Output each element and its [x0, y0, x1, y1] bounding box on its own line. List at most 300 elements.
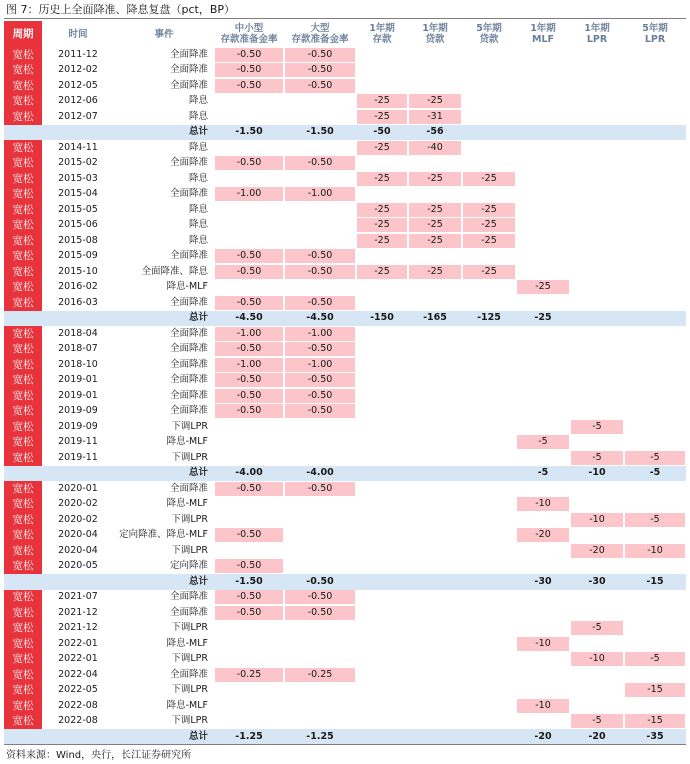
value-cell [462, 636, 516, 652]
event-cell: 降息 [188, 110, 208, 122]
value-cell [516, 450, 570, 466]
value-cell [356, 497, 408, 513]
value-text: -0.50 [215, 404, 283, 418]
value-text [285, 420, 355, 434]
time-cell: 2022-04 [58, 668, 98, 680]
value-text: -5 [625, 451, 685, 465]
value-text [463, 714, 515, 728]
value-text: -0.50 [215, 79, 283, 93]
value-text [409, 590, 461, 604]
value-cell [214, 280, 284, 296]
value-text [357, 280, 407, 294]
value-cell [214, 419, 284, 435]
value-cell [408, 140, 462, 156]
value-cell [462, 156, 516, 172]
value-cell [214, 218, 284, 234]
time-cell: 2011-12 [58, 48, 98, 60]
value-text: -1.00 [215, 358, 283, 372]
value-text [357, 497, 407, 511]
value-text [463, 110, 515, 124]
value-cell [284, 559, 356, 575]
table-row [4, 357, 686, 373]
value-cell [516, 466, 570, 482]
value-cell [214, 435, 284, 451]
value-cell [570, 125, 624, 141]
value-text: -25 [409, 172, 461, 186]
event-cell: 下调LPR [171, 622, 208, 634]
value-cell [516, 233, 570, 249]
value-cell [214, 249, 284, 265]
table-row [4, 512, 686, 528]
value-cell [516, 140, 570, 156]
period-cell [4, 574, 42, 590]
value-cell [516, 543, 570, 559]
time-cell: 2018-04 [58, 327, 98, 339]
period-cell: 宽松 [4, 202, 42, 218]
value-cell [284, 218, 356, 234]
event-cell: 全面降准 [169, 374, 208, 386]
value-text [285, 699, 355, 713]
value-text [571, 296, 623, 310]
value-cell [624, 605, 686, 621]
value-cell [462, 512, 516, 528]
value-cell [570, 233, 624, 249]
value-text [285, 497, 355, 511]
value-cell [214, 140, 284, 156]
value-text [463, 482, 515, 496]
value-cell [214, 714, 284, 730]
value-cell [462, 171, 516, 187]
value-text: -20 [534, 730, 552, 742]
value-cell [408, 311, 462, 327]
bottom-divider [4, 744, 686, 745]
value-text [215, 637, 283, 651]
value-text [215, 218, 283, 232]
value-cell [214, 295, 284, 311]
value-cell [624, 156, 686, 172]
value-cell [356, 357, 408, 373]
table-row [4, 698, 686, 714]
value-cell [570, 202, 624, 218]
value-text [409, 187, 461, 201]
period-cell: 宽松 [4, 373, 42, 389]
table-row [4, 187, 686, 203]
value-cell [284, 280, 356, 296]
value-text [463, 420, 515, 434]
period-cell [4, 125, 42, 141]
value-text: -30 [534, 575, 552, 587]
event-cell: 定向降准、降息-MLF [119, 529, 208, 541]
value-cell [516, 698, 570, 714]
value-cell [570, 605, 624, 621]
value-cell [624, 543, 686, 559]
value-text [409, 296, 461, 310]
value-text: -1.50 [306, 126, 334, 138]
value-cell [214, 373, 284, 389]
value-text [625, 218, 685, 232]
value-cell [214, 652, 284, 668]
time-cell: 2020-02 [58, 513, 98, 525]
value-cell [570, 729, 624, 745]
value-cell [516, 249, 570, 265]
time-cell: 2012-05 [58, 79, 98, 91]
value-cell [408, 450, 462, 466]
time-cell: 2019-11 [58, 436, 98, 448]
value-cell [516, 419, 570, 435]
time-cell [42, 311, 114, 327]
time-cell: 2012-07 [58, 110, 98, 122]
event-cell: 定向降准 [169, 560, 208, 572]
value-cell [284, 714, 356, 730]
table-row [4, 78, 686, 94]
value-cell [624, 47, 686, 63]
value-text [409, 621, 461, 635]
value-cell [214, 202, 284, 218]
period-cell: 宽松 [4, 450, 42, 466]
value-text [285, 559, 355, 573]
value-cell [214, 698, 284, 714]
value-text [463, 79, 515, 93]
value-text: -25 [463, 172, 515, 186]
value-cell [570, 636, 624, 652]
event-cell: 全面降准 [169, 64, 208, 76]
value-text: -25 [357, 110, 407, 124]
value-cell [516, 605, 570, 621]
value-text [409, 482, 461, 496]
value-text [409, 373, 461, 387]
period-cell: 宽松 [4, 512, 42, 528]
event-cell: 全面降准 [169, 405, 208, 417]
value-cell [408, 497, 462, 513]
value-cell [516, 621, 570, 637]
value-cell [408, 78, 462, 94]
time-cell [42, 466, 114, 482]
value-cell [356, 528, 408, 544]
value-text: -4.00 [235, 467, 263, 479]
value-cell [516, 264, 570, 280]
value-cell [516, 156, 570, 172]
value-text: -0.50 [285, 606, 355, 620]
table-row [4, 590, 686, 606]
value-cell [284, 388, 356, 404]
value-text: -25 [409, 234, 461, 248]
value-cell [284, 512, 356, 528]
value-cell [356, 125, 408, 141]
value-cell [408, 171, 462, 187]
value-text [571, 497, 623, 511]
column-header: 1年期 LPR [570, 21, 624, 47]
value-cell [356, 156, 408, 172]
time-cell: 2022-08 [58, 699, 98, 711]
total-row [4, 574, 686, 590]
value-text: -10 [588, 467, 606, 479]
value-text [625, 373, 685, 387]
value-text [215, 699, 283, 713]
value-cell [284, 497, 356, 513]
time-cell: 2015-02 [58, 157, 98, 169]
value-text [625, 296, 685, 310]
value-cell [356, 249, 408, 265]
value-text [625, 497, 685, 511]
value-text: -1.25 [306, 730, 334, 742]
value-text [571, 606, 623, 620]
value-cell [516, 94, 570, 110]
value-text [285, 203, 355, 217]
value-text: -25 [463, 203, 515, 217]
value-cell [462, 574, 516, 590]
value-cell [516, 63, 570, 79]
value-text [357, 451, 407, 465]
value-text [409, 420, 461, 434]
value-cell [462, 683, 516, 699]
value-text: -56 [426, 126, 444, 138]
value-text [357, 652, 407, 666]
value-text [357, 466, 407, 480]
value-text [357, 373, 407, 387]
value-cell [462, 78, 516, 94]
value-text: -0.50 [215, 373, 283, 387]
value-cell [214, 729, 284, 745]
value-cell [356, 140, 408, 156]
event-cell: 全面降准 [169, 188, 208, 200]
value-text: -25 [517, 280, 569, 294]
value-cell [408, 326, 462, 342]
value-text [357, 482, 407, 496]
value-text: -0.50 [285, 296, 355, 310]
value-text [625, 389, 685, 403]
value-text: -1.00 [215, 327, 283, 341]
value-cell [214, 125, 284, 141]
table-row [4, 621, 686, 637]
value-text: -25 [357, 265, 407, 279]
period-cell: 宽松 [4, 543, 42, 559]
value-text [357, 606, 407, 620]
value-text [571, 389, 623, 403]
table-row [4, 202, 686, 218]
value-cell [462, 280, 516, 296]
table-row [4, 388, 686, 404]
value-text [409, 156, 461, 170]
value-cell [356, 450, 408, 466]
value-text [517, 203, 569, 217]
value-cell [356, 78, 408, 94]
value-text: -0.50 [215, 265, 283, 279]
table-row [4, 156, 686, 172]
value-text [409, 575, 461, 589]
value-text [409, 451, 461, 465]
value-cell [570, 481, 624, 497]
value-text [463, 683, 515, 697]
value-cell [624, 140, 686, 156]
value-cell [462, 559, 516, 575]
value-text [285, 234, 355, 248]
value-text [625, 668, 685, 682]
value-text [215, 497, 283, 511]
value-cell [284, 47, 356, 63]
time-cell [42, 729, 114, 745]
value-cell [408, 63, 462, 79]
value-cell [516, 280, 570, 296]
time-cell: 2019-01 [58, 374, 98, 386]
period-cell: 宽松 [4, 249, 42, 265]
value-cell [214, 404, 284, 420]
value-cell [570, 714, 624, 730]
value-text [463, 187, 515, 201]
time-cell: 2015-04 [58, 188, 98, 200]
value-cell [214, 667, 284, 683]
value-text [571, 311, 623, 325]
period-cell: 宽松 [4, 590, 42, 606]
value-cell [570, 109, 624, 125]
value-cell [284, 94, 356, 110]
value-cell [214, 47, 284, 63]
period-cell: 宽松 [4, 404, 42, 420]
value-cell [408, 264, 462, 280]
value-text [409, 559, 461, 573]
value-text [571, 63, 623, 77]
value-cell [408, 590, 462, 606]
value-cell [624, 109, 686, 125]
value-text [285, 94, 355, 108]
event-cell: 全面降准 [169, 327, 208, 339]
value-cell [462, 249, 516, 265]
period-cell: 宽松 [4, 264, 42, 280]
event-cell: 全面降准 [169, 591, 208, 603]
column-header: 1年期 存款 [356, 21, 408, 47]
value-text [625, 156, 685, 170]
value-cell [284, 683, 356, 699]
value-cell [570, 528, 624, 544]
value-cell [570, 621, 624, 637]
value-text [285, 652, 355, 666]
event-cell: 全面降准 [169, 296, 208, 308]
column-header: 5年期 LPR [624, 21, 686, 47]
value-cell [284, 652, 356, 668]
value-text [517, 63, 569, 77]
value-cell [516, 311, 570, 327]
value-text [625, 265, 685, 279]
value-cell [462, 466, 516, 482]
value-text: -0.50 [215, 590, 283, 604]
value-text: -25 [463, 234, 515, 248]
value-cell [284, 450, 356, 466]
value-cell [462, 729, 516, 745]
value-text [409, 48, 461, 62]
value-text [571, 435, 623, 449]
value-text [517, 404, 569, 418]
value-cell [624, 667, 686, 683]
value-cell [570, 419, 624, 435]
value-cell [356, 373, 408, 389]
time-cell: 2012-06 [58, 95, 98, 107]
value-text: -1.00 [285, 187, 355, 201]
value-text [517, 156, 569, 170]
value-text: -25 [357, 94, 407, 108]
value-cell [516, 667, 570, 683]
event-cell: 总计 [114, 729, 214, 745]
value-cell [284, 125, 356, 141]
value-text [409, 358, 461, 372]
value-cell [624, 419, 686, 435]
value-text: -0.50 [215, 528, 283, 542]
value-text [571, 265, 623, 279]
period-cell: 宽松 [4, 94, 42, 110]
value-text [517, 714, 569, 728]
value-cell [624, 187, 686, 203]
value-text [517, 94, 569, 108]
value-text [517, 265, 569, 279]
value-cell [462, 187, 516, 203]
value-cell [624, 621, 686, 637]
value-cell [570, 187, 624, 203]
value-text [215, 714, 283, 728]
period-cell: 宽松 [4, 342, 42, 358]
value-text [215, 280, 283, 294]
value-cell [624, 295, 686, 311]
value-cell [570, 218, 624, 234]
value-cell [462, 109, 516, 125]
value-cell [624, 636, 686, 652]
value-cell [214, 156, 284, 172]
value-cell [570, 559, 624, 575]
value-text [463, 466, 515, 480]
value-text [215, 172, 283, 186]
table-row [4, 497, 686, 513]
value-cell [624, 528, 686, 544]
value-text [571, 218, 623, 232]
event-cell: 降息 [188, 203, 208, 215]
value-text: -1.50 [235, 575, 263, 587]
value-text: -0.50 [215, 296, 283, 310]
value-text [357, 513, 407, 527]
value-cell [624, 94, 686, 110]
time-cell: 2022-01 [58, 637, 98, 649]
value-text [625, 48, 685, 62]
value-text [463, 606, 515, 620]
value-text [571, 280, 623, 294]
value-text [409, 513, 461, 527]
value-cell [214, 187, 284, 203]
value-cell [284, 326, 356, 342]
value-cell [214, 590, 284, 606]
period-cell: 宽松 [4, 218, 42, 234]
value-text [215, 141, 283, 155]
value-cell [570, 311, 624, 327]
value-cell [462, 47, 516, 63]
value-text [463, 435, 515, 449]
value-cell [462, 233, 516, 249]
value-cell [516, 187, 570, 203]
value-cell [570, 667, 624, 683]
value-text [357, 730, 407, 744]
value-text [357, 296, 407, 310]
table-row [4, 481, 686, 497]
value-cell [356, 419, 408, 435]
time-cell: 2015-06 [58, 219, 98, 231]
event-cell: 全面降准 [169, 668, 208, 680]
value-text [357, 79, 407, 93]
value-cell [356, 218, 408, 234]
value-cell [408, 202, 462, 218]
value-text [517, 668, 569, 682]
value-text [517, 621, 569, 635]
value-text [517, 249, 569, 263]
time-cell: 2021-12 [58, 606, 98, 618]
value-cell [570, 326, 624, 342]
value-cell [356, 94, 408, 110]
time-cell: 2020-04 [58, 544, 98, 556]
value-text [215, 435, 283, 449]
